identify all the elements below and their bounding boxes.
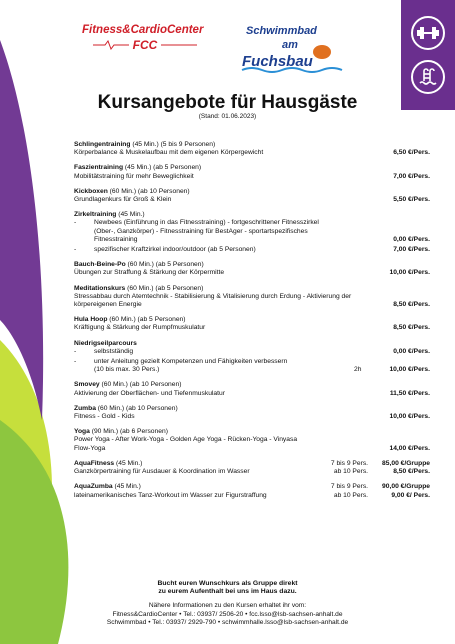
course-item: Yoga (90 Min.) (ab 6 Personen) Power Yoga - After Work-Yoga - Golden Age Yoga - Rücken-Yoga - Vinyasa Flow-Yoga 14,00 €/Pers.	[74, 428, 430, 452]
svg-text:am: am	[282, 39, 298, 51]
course-item: Schlingentraining (45 Min.) (5 bis 9 Personen) Körperbalance & Muskelaufbau mit dem eigenen Körpergewicht 6,50 €/Pers.	[74, 141, 430, 157]
price: 8,50 €/Pers.	[393, 468, 430, 476]
course-item: Faszientraining (45 Min.) (ab 5 Personen) Mobilitätstraining für mehr Beweglichkeit 7,00 €/Pers.	[74, 164, 430, 180]
course-item-niedrigseilparcours: Niedrigseilparcours - selbstständig 0,00 €/Pers. - unter Anleitung gezielt Kompetenzen und Fähigkeiten verbessern (10 bis max. 30 Pers.) 2h 10,00 €/Pers.	[74, 339, 430, 374]
price: 0,00 €/Pers.	[393, 347, 430, 355]
price: 90,00 €/Gruppe	[382, 483, 430, 491]
price: 11,50 €/Pers.	[389, 389, 430, 397]
price: 7,00 €/Pers.	[393, 246, 430, 254]
price: 6,50 €/Pers.	[393, 149, 430, 157]
footer-callout: Bucht euren Wunschkurs als Gruppe direkt	[157, 580, 298, 587]
price: 0,00 €/Pers.	[393, 235, 430, 243]
price: 9,00 €/ Pers.	[391, 491, 430, 499]
price: 14,00 €/Pers.	[389, 444, 430, 452]
course-item: Meditationskurs (60 Min.) (ab 5 Personen) Stressabbau durch Atemtechnik - Stabilisierung & Vitalisierung durch Erdung - Aktivierung der körpereigenen Energie 8,50 €/Pers.	[74, 284, 430, 309]
price: 85,00 €/Gruppe	[382, 459, 430, 467]
dumbbell-icon	[411, 16, 445, 50]
fitness-cardio-center-logo: Fitness&CardioCenter FCC	[82, 24, 204, 52]
price: 8,50 €/Pers.	[393, 324, 430, 332]
price: 5,50 €/Pers.	[393, 196, 430, 204]
course-item-zirkeltraining: Zirkeltraining (45 Min.) - Newbees (Einführung in das Fitnesstraining) - fortgeschrittener Fitnesszirkel (Ober-, Ganzkörper) - Fitnesstraining für BestAger - sportartspezifisches Fitnesstraining 0,00 €/Pers. - spezifischer Kraftzirkel indoor/outdoor (ab 5 Personen) 7,00 €/Pers.	[74, 211, 430, 254]
pool-ladder-icon	[411, 60, 445, 94]
course-item: Zumba (60 Min.) (ab 10 Personen) Fitness - Gold - Kids 10,00 €/Pers.	[74, 404, 430, 421]
course-item-aquazumba: AquaZumba (45 Min.) lateinamerikanisches Tanz-Workout im Wasser zur Figurstraffung 7 bis 9 Pers. ab 10 Pers. 90,00 €/Gruppe 9,00 €/ Pers.	[74, 483, 430, 499]
course-item: Kickboxen (60 Min.) (ab 10 Personen) Grundlagenkurs für Groß & Klein 5,50 €/Pers.	[74, 187, 430, 204]
footer	[0, 580, 455, 627]
course-item: Smovey (60 Min.) (ab 10 Personen) Aktivierung der Oberflächen- und Tiefenmuskulatur 11,50 €/Pers.	[74, 381, 430, 397]
page-title: Kursangebote für Hausgäste	[97, 92, 358, 113]
footer-contact-fcc: Fitness&CardioCenter • Tel.: 03937/ 2506-20 • fcc.lsso@lsb-sachsen-anhalt.de	[112, 610, 343, 618]
footer-callout: zu eurem Aufenthalt bei uns im Haus dazu.	[158, 588, 297, 596]
price: 10,00 €/Pers.	[389, 413, 430, 421]
price: 7,00 €/Pers.	[393, 172, 430, 180]
svg-text:Fuchsbau: Fuchsbau	[242, 53, 313, 70]
svg-text:Schwimmbad: Schwimmbad	[246, 25, 317, 37]
stand-date: (Stand: 01.06.2023)	[198, 113, 257, 120]
course-list	[74, 141, 430, 507]
duration: 2h	[354, 366, 362, 374]
price: 10,00 €/Pers.	[389, 366, 430, 374]
footer-info: Nähere Informationen zu den Kursen erhaltet ihr vom:	[148, 602, 307, 610]
course-item-aquafitness: AquaFitness (45 Min.) Ganzkörpertraining für Ausdauer & Koordination im Wasser 7 bis 9 Pers. ab 10 Pers. 85,00 €/Gruppe 8,50 €/Pers.	[74, 459, 430, 476]
footer-contact-pool: Schwimmbad • Tel.: 03937/ 2929-790 • schwimmhalle.lsso@lsb-sachsen-anhalt.de	[106, 618, 349, 626]
schwimmbad-fuchsbau-logo	[240, 18, 344, 74]
course-item: Hula Hoop (60 Min.) (ab 5 Personen) Kräftigung & Stärkung der Rumpfmuskulatur 8,50 €/Pers.	[74, 316, 430, 332]
price: 10,00 €/Pers.	[389, 269, 430, 277]
course-item: Bauch-Beine-Po (60 Min.) (ab 5 Personen) Übungen zur Straffung & Stärkung der Körpermitte 10,00 €/Pers.	[74, 261, 430, 277]
price: 8,50 €/Pers.	[393, 301, 430, 309]
